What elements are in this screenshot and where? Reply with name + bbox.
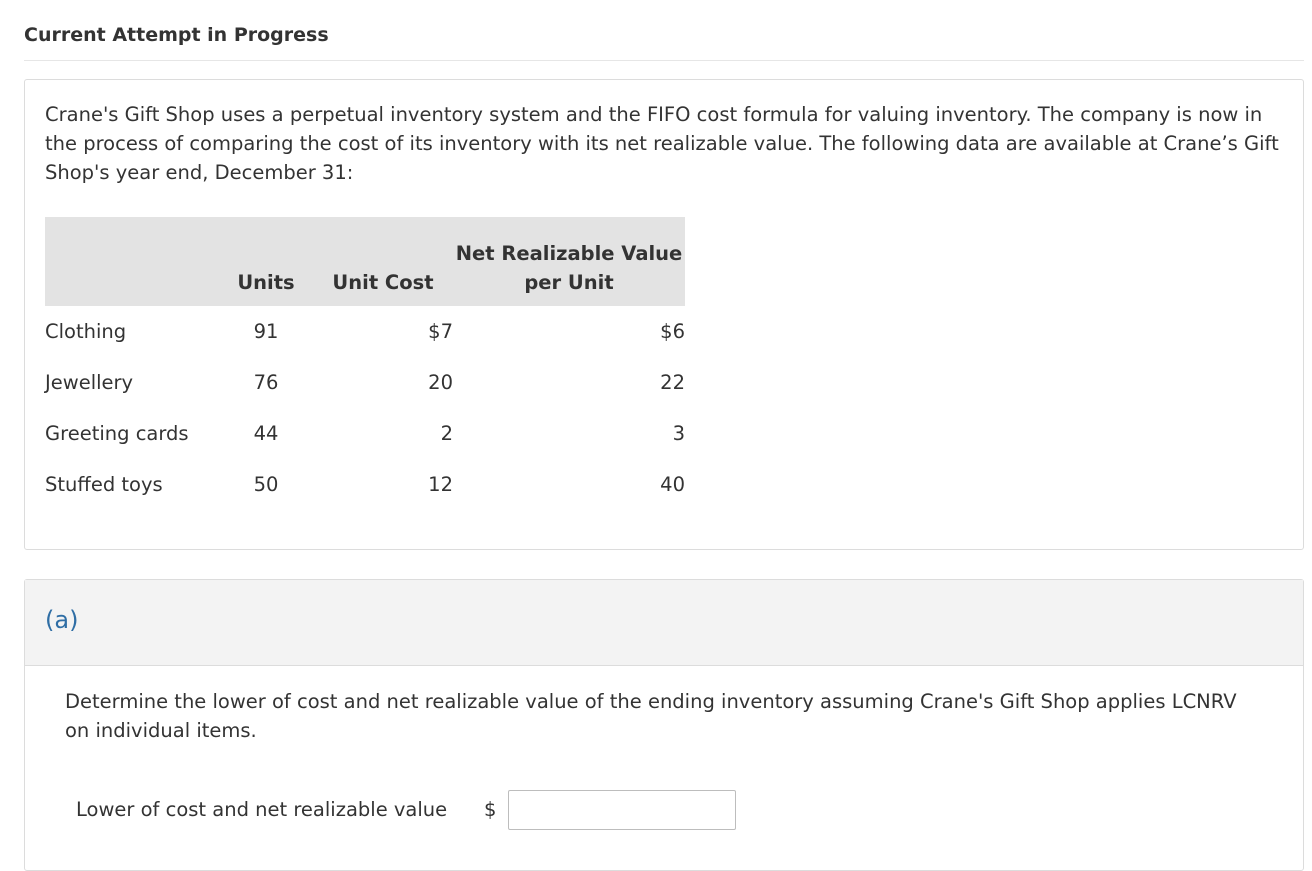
attempt-status-title: Current Attempt in Progress bbox=[24, 24, 1304, 61]
item-units: 91 bbox=[253, 320, 279, 343]
item-name: Greeting cards bbox=[45, 422, 189, 445]
column-header-item bbox=[45, 217, 219, 306]
table-row bbox=[45, 357, 685, 408]
item-units: 76 bbox=[253, 371, 279, 394]
lcnrv-answer-input[interactable] bbox=[508, 790, 736, 830]
part-a-prompt: Determine the lower of cost and net realizable value of the ending inventory assuming Crane's Gift Shop applies LCNRV on individual items. bbox=[65, 690, 1237, 742]
part-a-label: (a) bbox=[45, 606, 79, 634]
item-nrv: $6 bbox=[660, 320, 685, 343]
part-a-header bbox=[25, 580, 1303, 666]
dollar-sign: $ bbox=[484, 798, 497, 821]
table-header-row bbox=[45, 217, 685, 306]
column-header-units: Units bbox=[237, 271, 295, 294]
table-row bbox=[45, 306, 685, 357]
item-name: Stuffed toys bbox=[45, 473, 163, 496]
question-intro: Crane's Gift Shop uses a perpetual inventory system and the FIFO cost formula for valuing inventory. The company is now in the process of comparing the cost of its inventory with its net realizable value. The following data are available at Crane’s Gift Shop's year end, December 31: bbox=[45, 103, 1279, 184]
column-header-unit-cost: Unit Cost bbox=[332, 271, 434, 294]
question-card bbox=[24, 79, 1304, 550]
item-unit-cost: 2 bbox=[440, 422, 453, 445]
item-unit-cost: $7 bbox=[428, 320, 453, 343]
item-nrv: 40 bbox=[660, 473, 685, 496]
inventory-table bbox=[45, 217, 685, 510]
item-nrv: 22 bbox=[660, 371, 685, 394]
item-nrv: 3 bbox=[672, 422, 685, 445]
item-unit-cost: 20 bbox=[428, 371, 453, 394]
table-row bbox=[45, 459, 685, 510]
item-name: Clothing bbox=[45, 320, 127, 343]
item-units: 50 bbox=[253, 473, 279, 496]
item-units: 44 bbox=[253, 422, 279, 445]
column-header-nrv: Net Realizable Value per Unit bbox=[455, 242, 683, 294]
table-row bbox=[45, 408, 685, 459]
answer-label: Lower of cost and net realizable value bbox=[76, 798, 448, 821]
item-name: Jewellery bbox=[45, 371, 134, 394]
part-a-card bbox=[24, 579, 1304, 871]
item-unit-cost: 12 bbox=[428, 473, 453, 496]
